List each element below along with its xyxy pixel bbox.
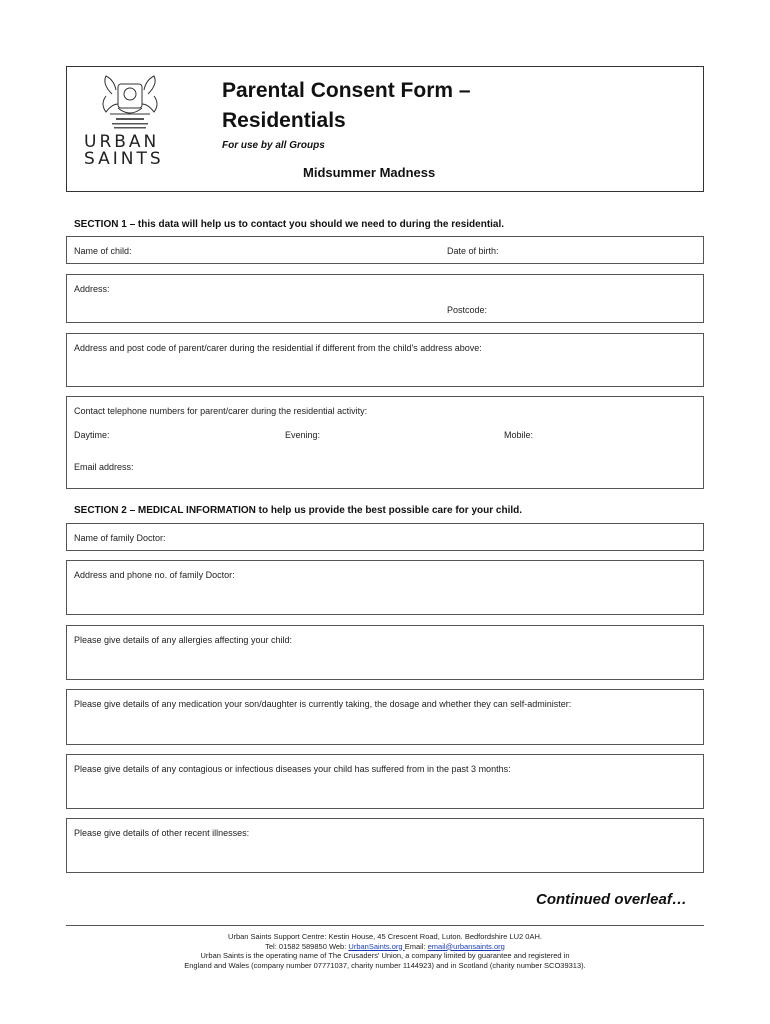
parent-address-field[interactable] bbox=[66, 333, 704, 387]
child-name-label: Name of child: bbox=[74, 246, 132, 256]
parent-address-label: Address and post code of parent/carer during the residential if different from the child's address above: bbox=[74, 343, 482, 353]
allergies-field[interactable] bbox=[66, 625, 704, 680]
footer-line-4: England and Wales (company number 07771037, charity number 1144923) and in Scotland (charity number SCO39313). bbox=[184, 960, 586, 970]
continued-overleaf: Continued overleaf… bbox=[536, 891, 687, 908]
page-title bbox=[222, 76, 471, 136]
mobile-label: Mobile: bbox=[504, 430, 534, 440]
footer-line-2 bbox=[66, 942, 704, 952]
email-link[interactable]: email@urbansaints.org bbox=[427, 941, 505, 951]
daytime-label: Daytime: bbox=[74, 430, 110, 440]
brand-line-1: URBAN bbox=[84, 132, 160, 152]
doctor-address-label: Address and phone no. of family Doctor: bbox=[74, 570, 235, 580]
event-name: Midsummer Madness bbox=[303, 165, 436, 180]
postcode-label: Postcode: bbox=[447, 305, 488, 315]
dob-label: Date of birth: bbox=[447, 246, 499, 256]
medication-field[interactable] bbox=[66, 689, 704, 745]
address-field[interactable] bbox=[66, 274, 704, 323]
section1-heading: SECTION 1 – this data will help us to contact you should we need to during the residential. bbox=[74, 219, 505, 230]
footer-email-text: Email: bbox=[404, 941, 428, 951]
crest-logo bbox=[92, 74, 168, 132]
section2-heading: SECTION 2 – MEDICAL INFORMATION to help us provide the best possible care for your child. bbox=[74, 505, 523, 516]
brand-line-2: SAINTS bbox=[84, 149, 164, 169]
address-label: Address: bbox=[74, 284, 110, 294]
title-line-1: Parental Consent Form – bbox=[222, 79, 471, 102]
web-link[interactable]: UrbanSaints.org bbox=[348, 941, 405, 951]
brand-wordmark bbox=[84, 134, 164, 168]
contagious-label: Please give details of any contagious or infectious diseases your child has suffered from in the past 3 months: bbox=[74, 764, 511, 774]
contagious-field[interactable] bbox=[66, 754, 704, 809]
allergies-label: Please give details of any allergies affecting your child: bbox=[74, 635, 292, 645]
child-name-field[interactable] bbox=[66, 236, 704, 264]
contact-label: Contact telephone numbers for parent/carer during the residential activity: bbox=[74, 406, 368, 416]
doctor-address-field[interactable] bbox=[66, 560, 704, 615]
footer bbox=[66, 932, 704, 970]
doctor-name-field[interactable] bbox=[66, 523, 704, 551]
doctor-name-label: Name of family Doctor: bbox=[74, 533, 166, 543]
contact-numbers-field[interactable] bbox=[66, 396, 704, 489]
footer-divider bbox=[66, 925, 704, 926]
subtitle: For use by all Groups bbox=[222, 140, 325, 151]
footer-tel-text: Tel: 01582 589850 Web: bbox=[265, 941, 349, 951]
email-label: Email address: bbox=[74, 462, 134, 472]
medication-label: Please give details of any medication your son/daughter is currently taking, the dosage and whether they can self-administer: bbox=[74, 699, 572, 709]
title-line-2: Residentials bbox=[222, 109, 346, 132]
footer-line-1: Urban Saints Support Centre: Kestin House, 45 Crescent Road, Luton. Bedfordshire LU2 0AH. bbox=[228, 932, 542, 941]
illnesses-field[interactable] bbox=[66, 818, 704, 873]
illnesses-label: Please give details of other recent illnesses: bbox=[74, 828, 250, 838]
footer-line-3: Urban Saints is the operating name of The Crusaders' Union, a company limited by guarantee and registered in bbox=[200, 951, 570, 960]
evening-label: Evening: bbox=[285, 430, 321, 440]
